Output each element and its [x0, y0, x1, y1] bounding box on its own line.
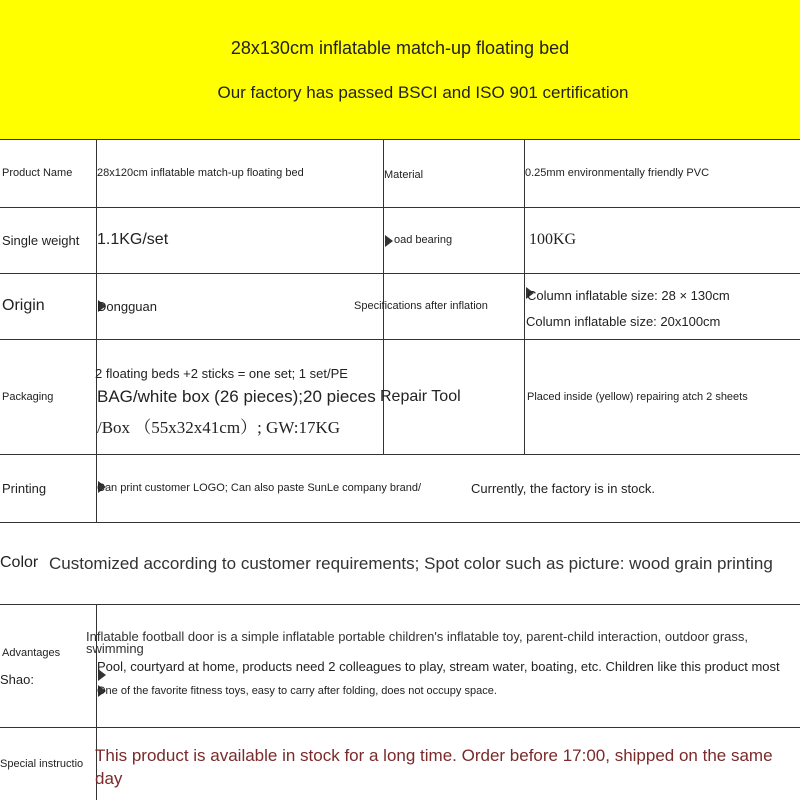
specifications-value-1: Column inflatable size: 28 × 130cm: [527, 287, 730, 303]
spec-table: [0, 139, 800, 800]
load-bearing-label: oad bearing: [394, 234, 453, 246]
banner-title: 28x130cm inflatable match-up floating bed: [230, 38, 570, 58]
advantages-line-2: Pool, courtyard at home, products need 2 colleagues to play, stream water, boating, etc. Children like this product most: [97, 658, 780, 674]
row-divider: [0, 604, 800, 605]
color-label: Color: [0, 554, 39, 571]
packaging-value-3: /Box （55x32x41cm）; GW:17KG: [97, 417, 341, 437]
single-weight-label: Single weight: [2, 232, 80, 248]
header-banner: [0, 0, 800, 139]
packaging-value-1: 2 floating beds +2 sticks = one set; 1 set/PE: [95, 365, 348, 381]
special-instructions-value: This product is available in stock for a long time. Order before 17:00, shipped on the same day: [95, 746, 773, 788]
printing-value: Can print customer LOGO; Can also paste SunLe company brand/: [97, 482, 422, 494]
advantages-label-extra: Shao:: [0, 671, 34, 687]
packaging-label: Packaging: [2, 390, 54, 403]
printing-stock-status: Currently, the factory is in stock.: [471, 480, 655, 496]
load-bearing-value: 100KG: [529, 231, 577, 248]
advantages-line-1: Inflatable football door is a simple inflatable portable children's inflatable toy, parent-child interaction, outdoor grass, swimming: [86, 629, 749, 656]
origin-value: Dongguan: [97, 298, 157, 314]
color-value: Customized according to customer requirements; Spot color such as picture: wood grain printing: [49, 553, 773, 573]
arrow-mark-icon: [385, 235, 393, 247]
special-instructions-label: Special instructio: [0, 757, 84, 770]
product-name-label: Product Name: [2, 167, 73, 179]
row-divider: [0, 727, 800, 728]
banner-certification: Our factory has passed BSCI and ISO 901 certification: [217, 83, 629, 102]
advantages-label: Advantages: [2, 647, 61, 659]
single-weight-value: 1.1KG/set: [97, 231, 169, 248]
advantages-line-3: One of the favorite fitness toys, easy to carry after folding, does not occupy space.: [97, 685, 497, 697]
specifications-value-2: Column inflatable size: 20x100cm: [526, 313, 721, 329]
product-name-value: 28x120cm inflatable match-up floating bed: [97, 167, 304, 179]
material-value: 0.25mm environmentally friendly PVC: [525, 167, 710, 179]
packaging-value-2: BAG/white box (26 pieces);20 pieces: [97, 387, 376, 406]
repair-tool-label: Repair Tool: [380, 387, 461, 405]
repair-tool-value: Placed inside (yellow) repairing atch 2 sheets: [527, 390, 748, 403]
origin-label: Origin: [2, 297, 45, 314]
material-label: Material: [384, 169, 424, 181]
printing-label: Printing: [2, 480, 47, 496]
specifications-label: Specifications after inflation: [354, 300, 488, 312]
